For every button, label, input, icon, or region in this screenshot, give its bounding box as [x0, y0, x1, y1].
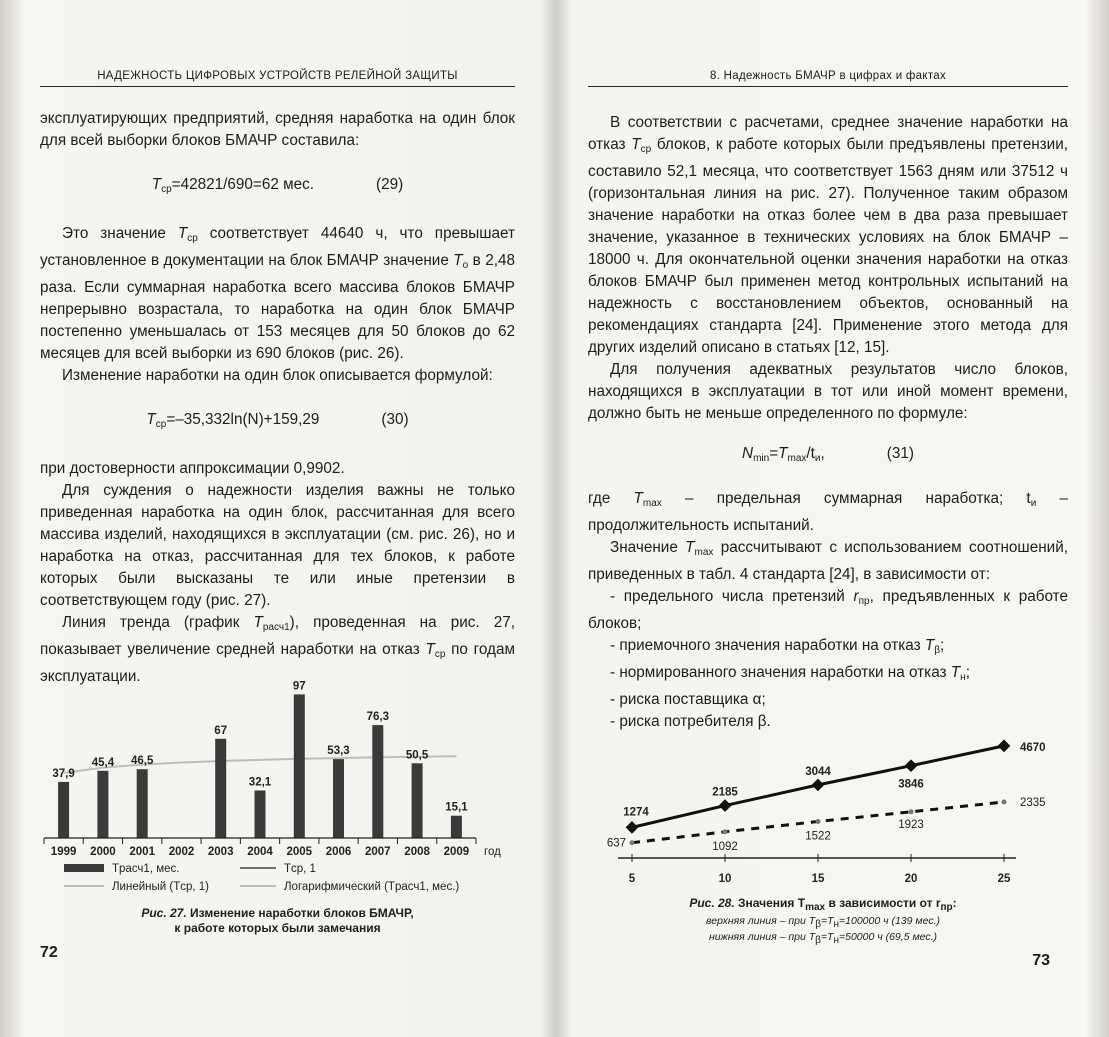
- running-head-left: НАДЕЖНОСТЬ ЦИФРОВЫХ УСТРОЙСТВ РЕЛЕЙНОЙ ЗАЩИТЫ: [40, 70, 515, 87]
- data-label: 46,5: [131, 755, 154, 768]
- left-body: [40, 108, 515, 688]
- bar: [137, 769, 148, 838]
- data-label: 76,3: [366, 711, 389, 724]
- data-label: 1923: [898, 818, 924, 831]
- x-tick-label: 2005: [286, 846, 313, 858]
- data-label: 32,1: [248, 776, 272, 789]
- x-tick-label: 2004: [247, 846, 273, 858]
- formula-29: $T_{ср}=42821/690=62$ мес. (29): [151, 176, 404, 195]
- paragraph: Для суждения о надежности изделия важны не только приведенная наработка на один блок, рассчитанная для всего массива изделий, находящихся в эксплуатации (см. рис. 26), но и наработка на отказ, рассчитанная для тех блоков, к работе которых были высказаны те или иные претензии в соответствующем году (рис. 27).: [40, 482, 515, 609]
- data-label: 1522: [805, 830, 831, 843]
- trend-line-log: [64, 756, 457, 773]
- point-lower: [630, 840, 635, 845]
- legend-label: Линейный (Tср, 1): [112, 881, 209, 893]
- legend-label: Tрасч1, мес.: [112, 863, 180, 875]
- data-label: 1274: [623, 806, 649, 819]
- bar: [451, 816, 462, 838]
- figure-caption-27: Рис. 27. Изменение наработки блоков БМАЧР, к работе которых были замечания: [141, 906, 414, 935]
- x-tick-label: 2009: [443, 846, 470, 858]
- list-item: - предельного числа претензий $r_{пр}$, предъявленных к работе блоков;: [588, 588, 1068, 632]
- data-label: 4670: [1020, 741, 1046, 754]
- point-lower: [1002, 800, 1007, 805]
- paragraph: Это значение $T_{ср}$ соответствует 44640 ч, что превышает установленное в документации на блок БМАЧР значение $T_о$ в 2,48 раза. Если суммарная наработка всего массива блоков БМАЧР непрерывно возрастала, то наработка на один блок БМАЧР постепенно уменьшалась от 153 месяцев для 50 блоков до 62 месяцев для всей выборки из 690 блоков (рис. 26).: [40, 225, 515, 362]
- right-page: [588, 0, 1068, 1037]
- x-tick-label: 2000: [90, 846, 116, 858]
- x-tick-label: 2003: [207, 846, 234, 858]
- x-tick-label: 1999: [50, 846, 77, 858]
- x-tick-label: 5: [628, 873, 636, 885]
- figure-caption-28: Рис. 28. Значения $T_{max}$ в зависимости от $r_{пр}$: верхняя линия – при Tβ=Tн=100000 ч (139 мес.) нижняя линия – при Tβ=Tн=50000 ч (69,5 мес.): [689, 896, 957, 946]
- list-item: - приемочного значения наработки на отказ $T_\beta$;: [610, 637, 945, 656]
- data-label: 67: [214, 724, 228, 737]
- paragraph: В соответствии с расчетами, среднее значение наработки на отказ $T_{ср}$ блоков, к работе которых были предъявлены претензии, составило 52,1 месяца, что соответствует 1563 дням или 37512 ч (горизонтальная линия на рис. 27). Полученное таким образом значение наработки на отказ более чем в два раза превышает значение, указанное в технических условиях на блок БМАЧР – 18000 ч. Для окончательной оценки значения наработки на отказ блоков БМАЧР был применен метод контрольных испытаний на надежность с восстановлением объектов, основанный на рекомендациях стандарта [24]. Применение этого метода для других изделий описано в статьях [12, 15].: [588, 114, 1068, 356]
- x-tick-label: 2002: [168, 846, 195, 858]
- x-tick-label: 2001: [129, 846, 155, 858]
- data-label: 2335: [1020, 797, 1046, 809]
- x-tick-label: 25: [997, 873, 1011, 885]
- point-upper: [626, 821, 639, 834]
- data-label: 45,4: [91, 756, 115, 769]
- legend-label: Tср, 1: [284, 863, 316, 875]
- paragraph: Значение $T_{max}$ рассчитывают с использованием соотношений, приведенных в табл. 4 стандарта [24], в зависимости от:: [588, 539, 1068, 583]
- data-label: 2185: [712, 786, 738, 799]
- left-page: [40, 0, 515, 1037]
- paragraph: Для получения адекватных результатов число блоков, находящихся в эксплуатации в тот или иной момент времени, должно быть не меньше определенного по формуле:: [588, 361, 1068, 422]
- x-tick-label: 10: [718, 873, 732, 885]
- bar: [412, 763, 423, 838]
- data-label: 3044: [805, 765, 831, 778]
- page-number-left: 72: [40, 944, 58, 961]
- x-tick-label: 2006: [325, 846, 352, 858]
- running-head-right: 8. Надежность БМАЧР в цифрах и фактах: [588, 70, 1068, 87]
- point-upper: [998, 740, 1011, 753]
- bar-chart-fig27: [40, 672, 515, 900]
- x-tick-label: 2007: [365, 846, 391, 858]
- right-body: [588, 112, 1068, 733]
- x-unit-label: год: [484, 846, 501, 858]
- data-label: 3846: [898, 778, 924, 791]
- legend-label: Логарифмический (Tрасч1, мес.): [284, 881, 460, 893]
- bar: [58, 782, 69, 838]
- page-number-right: 73: [1032, 952, 1050, 969]
- line-chart-fig28: [588, 730, 1068, 892]
- bar: [255, 791, 266, 839]
- list-item: - нормированного значения наработки на отказ $T_н$;: [610, 664, 970, 683]
- data-label: 50,5: [405, 749, 429, 762]
- point-lower: [816, 819, 821, 824]
- data-label: 15,1: [445, 801, 468, 814]
- data-label: 1092: [712, 840, 738, 853]
- point-upper: [905, 759, 918, 772]
- point-upper: [719, 799, 732, 812]
- data-label: 97: [292, 680, 306, 693]
- x-tick-label: 2008: [404, 846, 430, 858]
- bar: [333, 759, 344, 838]
- paragraph: где $T_{max}$ – предельная суммарная наработка; $t_и$ – продолжительность испытаний.: [588, 490, 1068, 534]
- formula-30: $T_{ср}=-35,332\ln(N)+159,29$ (30): [146, 411, 409, 430]
- point-upper: [812, 779, 825, 792]
- point-lower: [909, 809, 914, 814]
- paragraph: Линия тренда (график $T_{расч1}$), проведенная на рис. 27, показывает увеличение средней наработки на отказ $T_{ср}$ по годам эксплуатации.: [40, 614, 516, 685]
- paragraph: при достоверности аппроксимации 0,9902.: [40, 460, 345, 477]
- x-tick-label: 15: [811, 873, 825, 885]
- data-label: 37,9: [52, 767, 75, 780]
- data-label: 53,3: [327, 745, 350, 758]
- formula-31: $N_{min}=T_{max}/t_и$, (31): [742, 445, 914, 464]
- x-tick-label: 20: [904, 873, 918, 885]
- legend-swatch-bar: [64, 864, 104, 872]
- paragraph: эксплуатирующих предприятий, средняя наработка на один блок для всей выборки блоков БМАЧР составила:: [40, 110, 515, 149]
- bar: [294, 694, 305, 838]
- list-item: - риска потребителя β.: [610, 713, 771, 730]
- bar: [97, 771, 108, 838]
- list-item: - риска поставщика α;: [610, 691, 766, 708]
- bar: [215, 739, 226, 838]
- data-label: 637: [606, 837, 626, 850]
- paragraph: Изменение наработки на один блок описывается формулой:: [62, 367, 493, 384]
- bar: [372, 725, 383, 838]
- point-lower: [723, 829, 728, 834]
